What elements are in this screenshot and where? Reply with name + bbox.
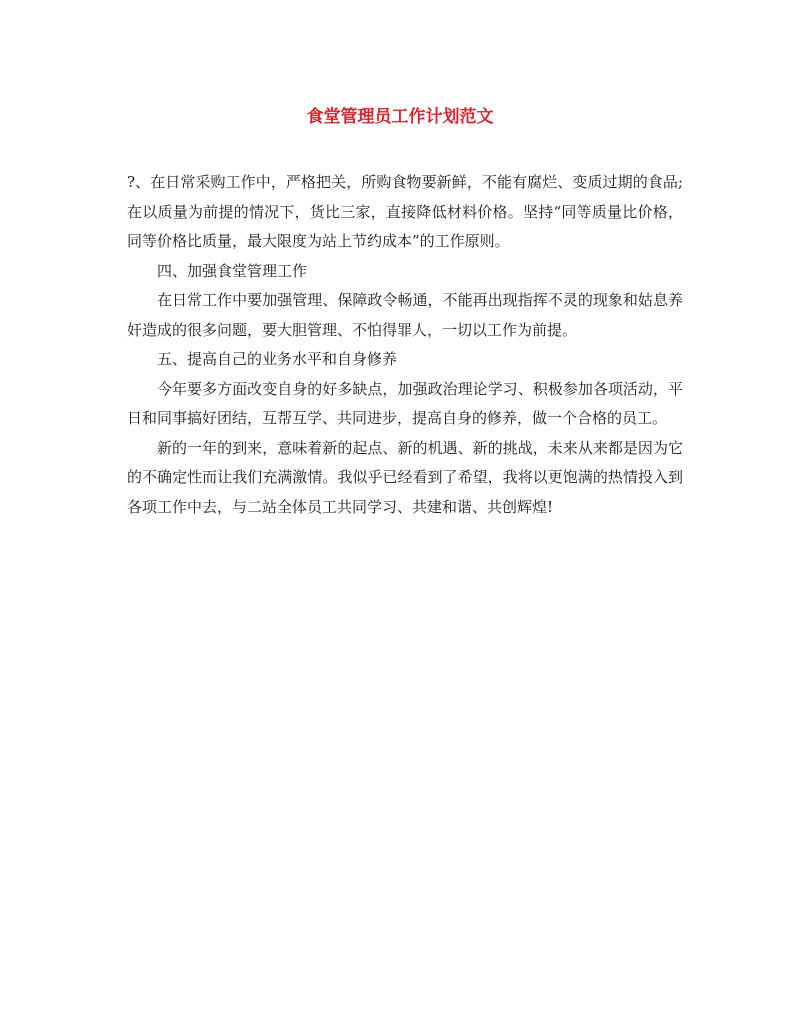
paragraph-management: 在日常工作中要加强管理、保障政令畅通，不能再出现指挥不灵的现象和姑息养奸造成的很多问题，要大胆管理、不怕得罪人，一切以工作为前提。 xyxy=(127,291,683,339)
heading-section-four: 四、加强食堂管理工作 xyxy=(157,261,308,280)
paragraph-self-improvement: 今年要多方面改变自身的好多缺点，加强政治理论学习、积极参加各项活动，平日和同事搞好团结，互帮互学、共同进步，提高自身的修养，做一个合格的员工。 xyxy=(127,379,683,427)
paragraph-procurement: ?、在日常采购工作中，严格把关，所购食物要新鲜，不能有腐烂、变质过期的食品;在以质量为前提的情况下，货比三家，直接降低材料价格。坚持“同等质量比价格，同等价格比质量，最大限度为站上节约成本”的工作原则。 xyxy=(127,173,683,250)
document-body xyxy=(127,168,683,522)
document-title: 食堂管理员工作计划范文 xyxy=(306,107,494,127)
heading-section-five: 五、提高自己的业务水平和自身修养 xyxy=(157,350,398,368)
paragraph-conclusion: 新的一年的到来，意味着新的起点、新的机遇、新的挑战，未来从来都是因为它的不确定性而让我们充满激情。我似乎已经看到了希望，我将以更饱满的热情投入到各项工作中去，与二站全体员工共同学习、共建和谐、共创辉煌! xyxy=(127,438,683,516)
